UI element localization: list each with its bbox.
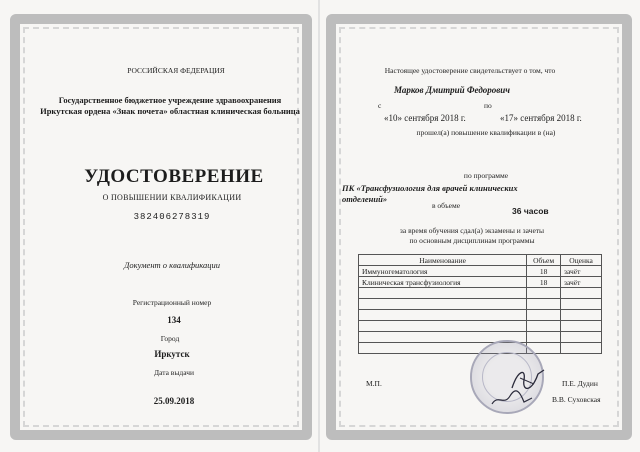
- exams-line-1: за время обучения сдал(а) экзамены и зачеты: [399, 226, 545, 235]
- course-name: [359, 310, 527, 321]
- table-row: [359, 277, 602, 288]
- course-name: [359, 299, 527, 310]
- from-label: с: [378, 101, 382, 110]
- registration-label: Регистрационный номер: [132, 298, 212, 307]
- course-name: Клиническая трансфузиология: [359, 277, 527, 288]
- course-hours: [527, 288, 561, 299]
- center-fold: [318, 0, 320, 452]
- course-grade: [561, 299, 602, 310]
- table-row: [359, 299, 602, 310]
- signature-2: [490, 388, 534, 410]
- course-grade: зачёт: [561, 277, 602, 288]
- course-name: [359, 321, 527, 332]
- certificate-number: 382406278319: [133, 212, 211, 222]
- table-row: [359, 288, 602, 299]
- course-grade: [561, 343, 602, 354]
- course-name: [359, 288, 527, 299]
- course-name: Иммуногематология: [359, 266, 527, 277]
- holder-name: Марков Дмитрий Федорович: [393, 85, 511, 95]
- table-header-row: [359, 255, 602, 266]
- course-hours: 18: [527, 266, 561, 277]
- signer-1-name: П.Е. Дудин: [562, 379, 598, 388]
- passed-text: прошел(а) повышение квалификации в (на): [416, 128, 556, 137]
- volume-label: в объеме: [432, 201, 461, 210]
- table-row: [359, 266, 602, 277]
- table-row: [359, 310, 602, 321]
- table-row: [359, 321, 602, 332]
- city-value: Иркутск: [154, 349, 190, 359]
- city-label: Город: [160, 334, 180, 343]
- volume-value: 36 часов: [512, 206, 549, 216]
- course-grade: [561, 310, 602, 321]
- course-hours: 18: [527, 277, 561, 288]
- to-date: «17» сентября 2018 г.: [500, 113, 582, 123]
- exams-line-2: по основным дисциплинам программы: [409, 236, 535, 245]
- from-date: «10» сентября 2018 г.: [384, 113, 466, 123]
- course-grade: зачёт: [561, 266, 602, 277]
- course-hours: [527, 299, 561, 310]
- course-grade: [561, 332, 602, 343]
- country-label: РОССИЙСКАЯ ФЕДЕРАЦИЯ: [127, 66, 225, 75]
- intro-text: Настоящее удостоверение свидетельствует о том, что: [384, 66, 556, 75]
- to-label: по: [484, 101, 492, 110]
- seal-place-label: М.П.: [366, 379, 382, 388]
- organization-line-2: Иркутская ордена «Знак почета» областная клиническая больница: [40, 106, 300, 116]
- course-hours: [527, 332, 561, 343]
- issue-date-value: 25.09.2018: [153, 396, 195, 406]
- course-hours: [527, 321, 561, 332]
- document-note: Документ о квалификации: [123, 260, 221, 270]
- program-line-1: ПК «Трансфузиология для врачей клинических: [342, 183, 518, 193]
- course-grade: [561, 321, 602, 332]
- table-row: [359, 332, 602, 343]
- signer-2-name: В.В. Суховская: [552, 395, 601, 404]
- header-grade: Оценка: [561, 255, 602, 266]
- header-name: Наименование: [359, 255, 527, 266]
- certificate-subtitle: О ПОВЫШЕНИИ КВАЛИФИКАЦИИ: [102, 193, 242, 202]
- certificate-title: УДОСТОВЕРЕНИЕ: [84, 166, 264, 187]
- program-line-2: отделений»: [342, 194, 388, 204]
- course-hours: [527, 310, 561, 321]
- courses-table: [358, 254, 602, 354]
- by-program-label: по программе: [463, 171, 509, 180]
- issue-date-label: Дата выдачи: [153, 368, 195, 377]
- registration-value: 134: [167, 315, 181, 325]
- course-grade: [561, 288, 602, 299]
- organization-line-1: Государственное бюджетное учреждение здравоохранения: [58, 95, 282, 105]
- header-volume: Объем: [527, 255, 561, 266]
